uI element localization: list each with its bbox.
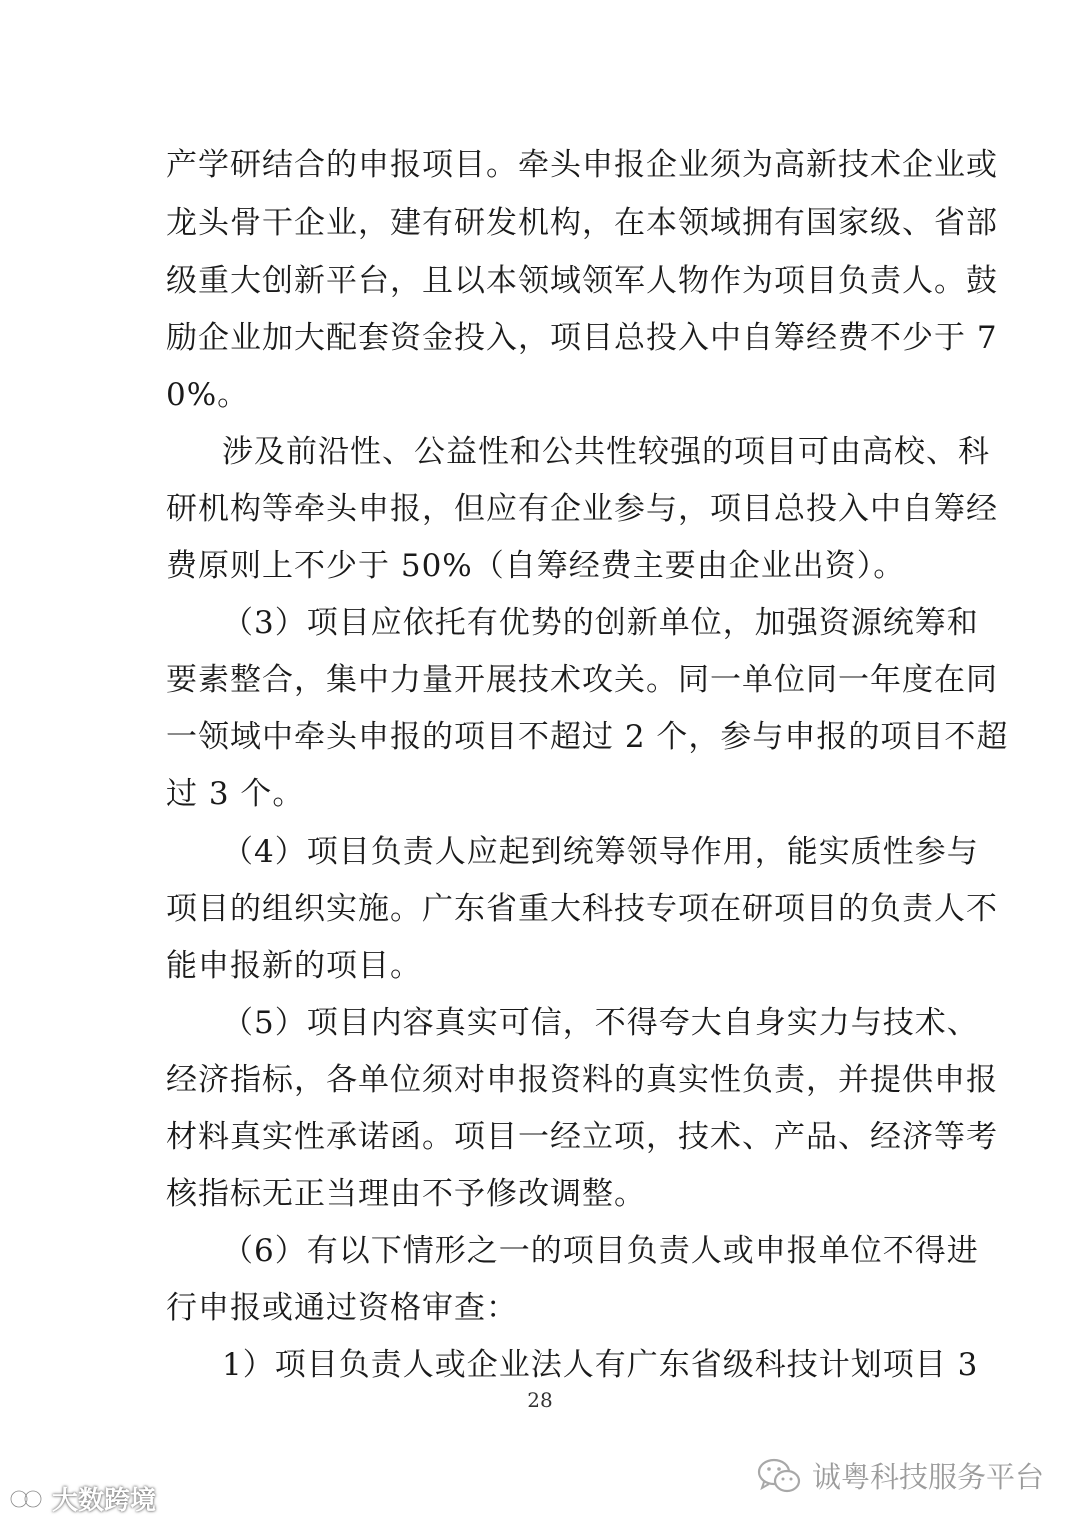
text-line-17: 经济指标，各单位须对申报资料的真实性负责，并提供申报 [166,1062,998,1098]
text-line-12: 过 3 个。 [166,776,305,812]
text-line-11: 一领域中牵头申报的项目不超过 2 个，参与申报的项目不超 [166,719,1009,755]
item-4-line: （4）项目负责人应起到统筹领导作用，能实质性参与 [222,834,979,870]
text-line-1: 产学研结合的申报项目。牵头申报企业须为高新技术企业或 [166,147,998,183]
item-5-line: （5）项目内容真实可信，不得夸大自身实力与技术、 [222,1005,979,1041]
logo-icon [8,1483,46,1515]
text-line-7: 研机构等牵头申报，但应有企业参与，项目总投入中自筹经 [166,491,998,527]
text-line-18: 材料真实性承诺函。项目一经立项，技术、产品、经济等考 [166,1119,998,1155]
text-line-2: 龙头骨干企业，建有研发机构，在本领域拥有国家级、省部 [166,205,998,241]
text-line-5: 0%。 [166,377,250,413]
text-line-3: 级重大创新平台，且以本领域领军人物作为项目负责人。鼓 [166,263,998,299]
text-line-10: 要素整合，集中力量开展技术攻关。同一单位同一年度在同 [166,662,998,698]
item-6-line: （6）有以下情形之一的项目负责人或申报单位不得进 [222,1233,979,1269]
wechat-account-name: 诚粤科技服务平台 [811,1460,1044,1494]
text-line-8: 费原则上不少于 50%（自筹经费主要由企业出资）。 [166,548,906,584]
item-3-line: （3）项目应依托有优势的创新单位，加强资源统筹和 [222,605,979,641]
text-line-21: 行申报或通过资格审查： [166,1290,518,1326]
wechat-watermark [756,1455,1044,1496]
paragraph-start-line: 涉及前沿性、公益性和公共性较强的项目可由高校、科 [222,434,990,470]
brand-watermark [8,1480,156,1517]
text-line-14: 项目的组织实施。广东省重大科技专项在研项目的负责人不 [166,891,998,927]
wechat-icon [756,1457,802,1495]
text-line-15: 能申报新的项目。 [166,948,422,984]
page-number: 28 [527,1388,553,1412]
sub-item-1-line: 1）项目负责人或企业法人有广东省级科技计划项目 3 [222,1347,979,1383]
text-line-4: 励企业加大配套资金投入，项目总投入中自筹经费不少于 7 [166,320,998,356]
brand-name: 大数跨境 [52,1486,157,1516]
text-line-19: 核指标无正当理由不予修改调整。 [166,1176,646,1212]
